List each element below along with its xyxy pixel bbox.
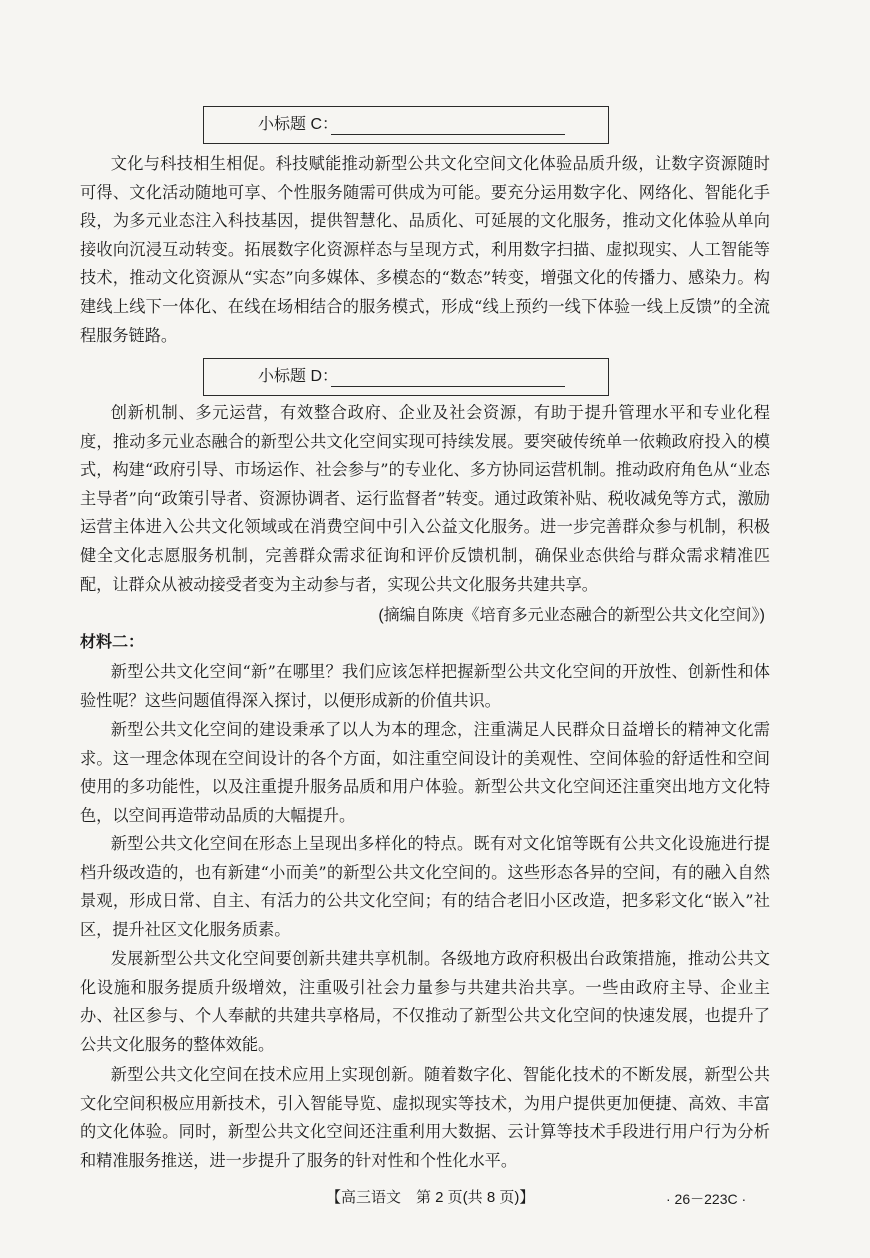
material-two-paragraph: 新型公共文化空间在技术应用上实现创新。随着数字化、智能化技术的不断发展，新型公共文化空间积极应用新技术，引入智能导览、虚拟现实等技术，为用户提供更加便捷、高效、丰富的文化体验。同时，新型公共文化空间还注重利用大数据、云计算等技术手段进行用户行为分析和精准服务推送，进一步提升了服务的针对性和个性化水平。 <box>80 1065 770 1170</box>
subtitle-d-answer-blank[interactable] <box>331 386 565 387</box>
subtitle-c-answer-blank[interactable] <box>331 134 565 135</box>
subtitle-c-box <box>203 106 609 144</box>
material-two-paragraph: 新型公共文化空间在形态上呈现出多样化的特点。既有对文化馆等既有公共文化设施进行提档升级改造的，也有新建“小而美”的新型公共文化空间的。这些形态各异的空间，有的融入自然景观，形成日常、自主、有活力的公共文化空间；有的结合老旧小区改造，把多彩文化“嵌入”社区，提升社区文化服务质素。 <box>80 834 770 939</box>
material-two-paragraph: 新型公共文化空间的建设秉承了以人为本的理念，注重满足人民群众日益增长的精神文化需求。这一理念体现在空间设计的各个方面，如注重空间设计的美观性、空间体验的舒适性和空间使用的多功能性，以及注重提升服务品质和用户体验。新型公共文化空间还注重突出地方文化特色，以空间再造带动品质的大幅提升。 <box>80 720 770 825</box>
paragraph-d: 创新机制、多元运营，有效整合政府、企业及社会资源，有助于提升管理水平和专业化程度，推动多元业态融合的新型公共文化空间实现可持续发展。要突破传统单一依赖政府投入的模式，构建“政府引导、市场运作、社会参与”的专业化、多方协同运营机制。推动政府角色从“业态主导者”向“政策引导者、资源协调者、运行监督者”转变。通过政策补贴、税收减免等方式，激励运营主体进入公共文化领域或在消费空间中引入公益文化服务。进一步完善群众参与机制，积极健全文化志愿服务机制，完善群众需求征询和评价反馈机制，确保业态供给与群众需求精准匹配，让群众从被动接受者变为主动参与者，实现公共文化服务共建共享。 <box>80 403 770 594</box>
subtitle-d-box <box>203 358 609 396</box>
paragraph-c: 文化与科技相生相促。科技赋能推动新型公共文化空间文化体验品质升级，让数字资源随时可得、文化活动随地可享、个性服务随需可供成为可能。要充分运用数字化、网络化、智能化手段，为多元业态注入科技基因，提供智慧化、品质化、可延展的文化服务，推动文化体验从单向接收向沉浸互动转变。拓展数字化资源样态与呈现方式，利用数字扫描、虚拟现实、人工智能等技术，推动文化资源从“实态”向多媒体、多模态的“数态”转变，增强文化的传播力、感染力。构建线上线下一体化、在线在场相结合的服务模式，形成“线上预约一线下体验一线上反馈”的全流程服务链路。 <box>80 154 770 345</box>
source-citation: (摘编自陈庚《培育多元业态融合的新型公共文化空间》) <box>378 607 765 624</box>
material-two-heading: 材料二： <box>80 634 145 651</box>
subtitle-d-label: 小标题 D： <box>258 368 339 385</box>
page-footer-label: 【高三语文 第 2 页(共 8 页)】 <box>326 1189 535 1206</box>
page-footer-code: · 26－223C · <box>666 1191 747 1207</box>
material-two-paragraph: 新型公共文化空间“新”在哪里？我们应该怎样把握新型公共文化空间的开放性、创新性和体验性呢？这些问题值得深入探讨，以便形成新的价值共识。 <box>80 662 770 710</box>
material-two-paragraph: 发展新型公共文化空间要创新共建共享机制。各级地方政府积极出台政策措施，推动公共文化设施和服务提质升级增效，注重吸引社会力量参与共建共治共享。一些由政府主导、企业主办、社区参与、个人奉献的共建共享格局，不仅推动了新型公共文化空间的快速发展，也提升了公共文化服务的整体效能。 <box>80 949 770 1054</box>
subtitle-c-label: 小标题 C： <box>258 116 339 133</box>
